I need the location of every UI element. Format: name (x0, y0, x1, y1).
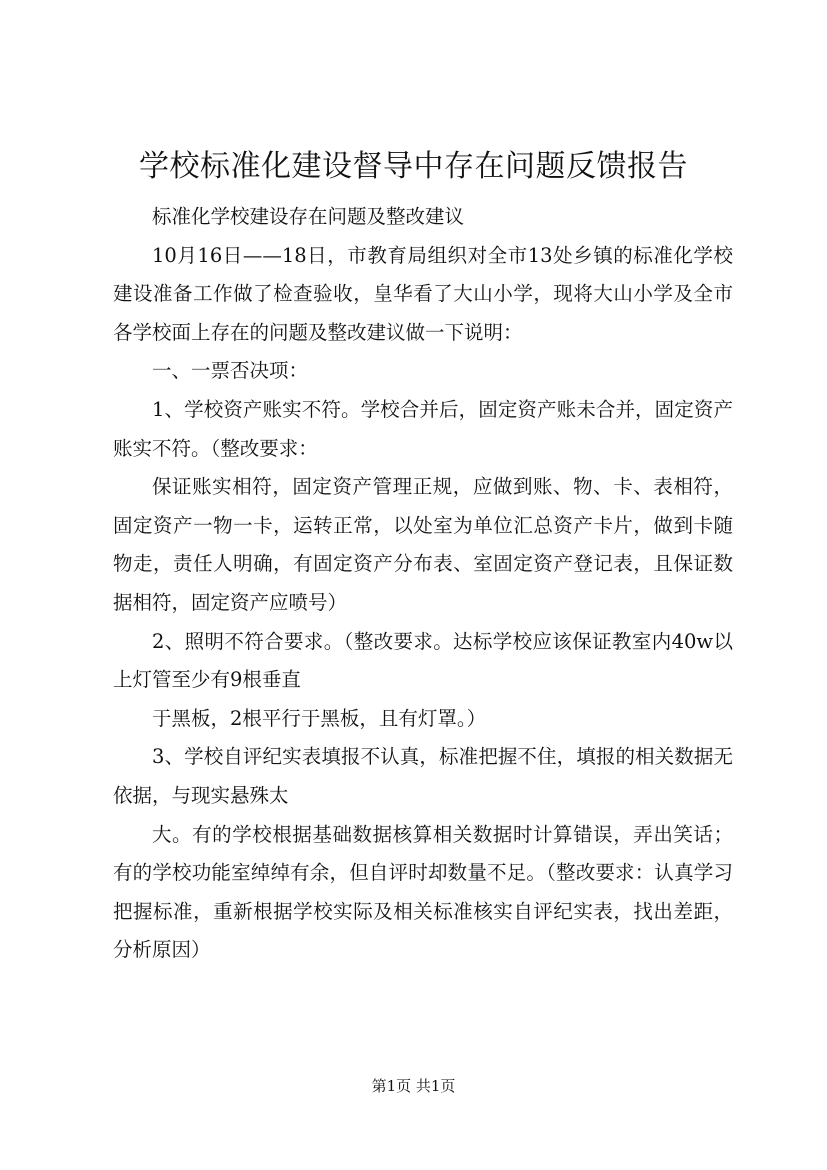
document-body (113, 198, 733, 970)
paragraph: 3、学校自评纪实表填报不认真，标准把握不住，填报的相关数据无依据，与现实悬殊太 (113, 745, 733, 807)
paragraph: 1、学校资产账实不符。学校合并后，固定资产账未合并，固定资产账实不符。（整改要求： (113, 397, 733, 460)
document-title: 学校标准化建设督导中存在问题反馈报告 (139, 149, 688, 184)
paragraph: 于黑板，2根平行于黑板，且有灯罩。） (152, 706, 487, 730)
paragraph: 2、照明不符合要求。（整改要求。达标学校应该保证教室内40w以上灯管至少有9根垂直 (113, 629, 733, 692)
paragraph: 保证账实相符，固定资产管理正规，应做到账、物、卡、表相符，固定资产一物一卡，运转正常，以处室为单位汇总资产卡片，做到卡随物走，责任人明确，有固定资产分布表、室固定资产登记表，且保证数据相符，固定资产应喷号） (113, 475, 733, 614)
page-footer: 第1页 共1页 (371, 1077, 456, 1095)
paragraph: 标准化学校建设存在问题及整改建议 (152, 205, 465, 228)
paragraph: 10月16日——18日，市教育局组织对全市13处乡镇的标准化学校建设准备工作做了检查验收，皇华看了大山小学，现将大山小学及全市各学校面上存在的问题及整改建议做一下说明： (113, 243, 733, 344)
paragraph: 一、一票否决项： (152, 359, 309, 383)
paragraph: 大。有的学校根据基础数据核算相关数据时计算错误，弄出笑话；有的学校功能室绰绰有余，但自评时却数量不足。（整改要求：认真学习把握标准，重新根据学校实际及相关标准核实自评纪实表，找出差距，分析原因） (113, 822, 733, 962)
